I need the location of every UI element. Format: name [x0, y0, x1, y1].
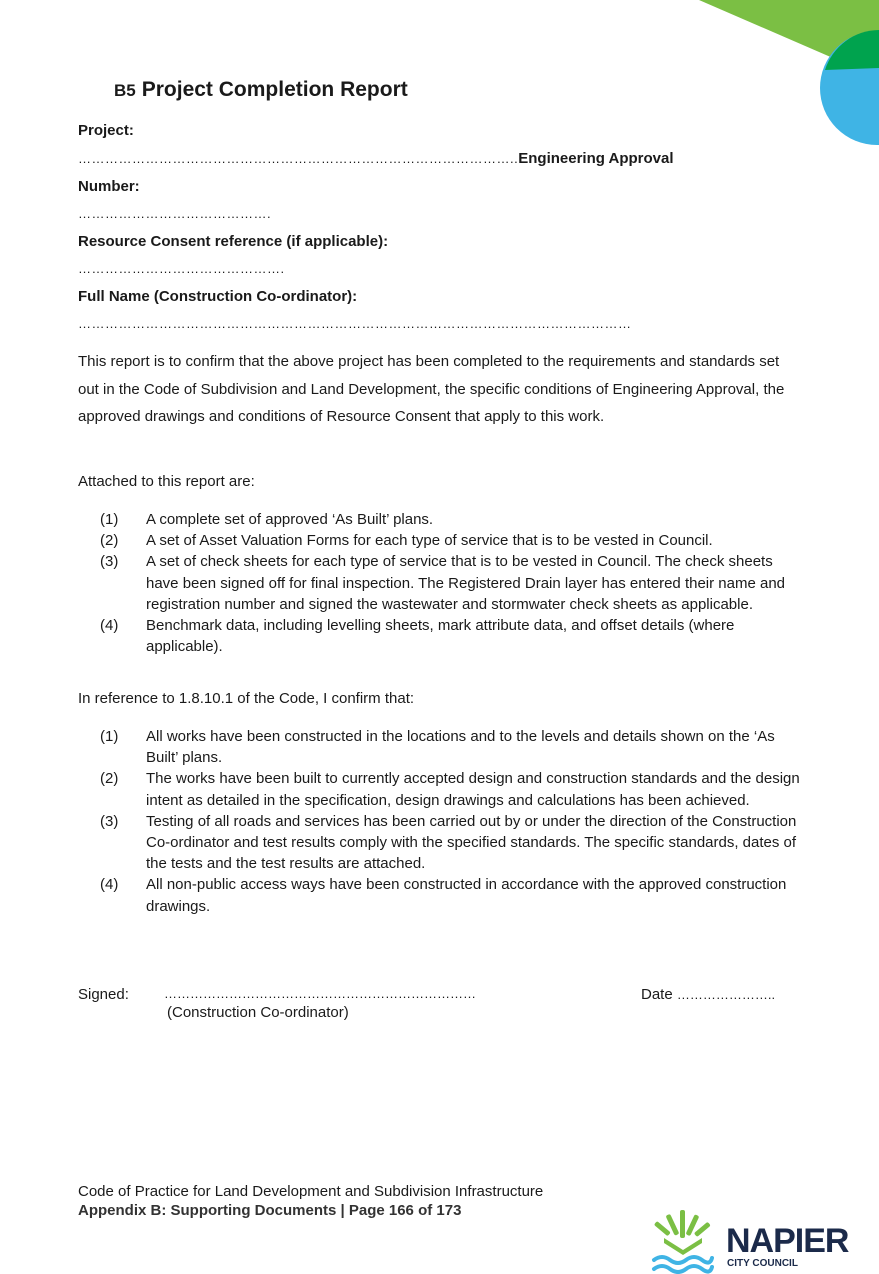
- list-item-number: (1): [100, 728, 119, 745]
- list-item-number: (2): [100, 532, 119, 550]
- confirm-intro: In reference to 1.8.10.1 of the Code, I confirm that:: [78, 690, 415, 707]
- list-item: [78, 874, 808, 916]
- list-item-number: (3): [100, 812, 119, 830]
- list-item: [78, 811, 808, 875]
- logo-name: NAPIER: [726, 1222, 849, 1260]
- page-title: [114, 78, 408, 102]
- list-item: [78, 615, 808, 657]
- list-item-number: (4): [100, 617, 119, 635]
- list-item: [78, 509, 808, 530]
- list-item-text: A set of Asset Valuation Forms for each type of service that is to be vested in Council.: [146, 532, 713, 550]
- list-item-text: A set of check sheets for each type of service that is to be vested in Council. The check sheets have been signed off for final inspection. The Registered Drain layer has entered their name and registration number and signed the wastewater and stormwater check sheets as applicable.: [146, 553, 786, 613]
- list-item-text: Benchmark data, including levelling sheets, mark attribute data, and offset details (where applicable).: [146, 617, 735, 656]
- list-item: [78, 551, 808, 615]
- logo-subtitle: CITY COUNCIL: [727, 1258, 798, 1269]
- list-item: [78, 768, 808, 810]
- resource-consent-label: Resource Consent reference (if applicable):: [78, 233, 389, 250]
- number-field[interactable]: …………………………………….: [78, 206, 272, 221]
- title-code: B5: [114, 81, 136, 100]
- project-dots: ……………………………………………………………………………………..: [78, 151, 519, 166]
- project-field[interactable]: [78, 150, 674, 167]
- corner-decoration: [699, 0, 879, 160]
- date-dots: …………………..: [676, 987, 776, 1002]
- attached-intro: Attached to this report are:: [78, 473, 255, 490]
- footer-title: Code of Practice for Land Development and Subdivision Infrastructure: [78, 1183, 544, 1200]
- list-item-text: All works have been constructed in the locations and to the levels and details shown on the ‘As Built’ plans.: [146, 728, 775, 767]
- list-item: [78, 530, 808, 551]
- list-item-text: A complete set of approved ‘As Built’ plans.: [146, 511, 434, 528]
- date-label: Date: [641, 986, 673, 1003]
- list-item-number: (3): [100, 553, 119, 571]
- title-text: Project Completion Report: [141, 78, 408, 101]
- attached-list: [78, 509, 808, 657]
- napier-emblem-icon: [650, 1208, 716, 1274]
- number-label: Number:: [78, 178, 140, 195]
- list-item: [78, 726, 808, 768]
- napier-logo: [650, 1208, 850, 1274]
- signature-field[interactable]: ………………………………………………………………: [164, 986, 476, 1001]
- list-item-text: The works have been built to currently accepted design and construction standards and the design intent as detailed in the specification, design drawings and calculations has been achieved.: [146, 770, 800, 809]
- date-field[interactable]: [641, 986, 775, 1003]
- list-item-number: (4): [100, 876, 119, 894]
- list-item-text: All non-public access ways have been constructed in accordance with the approved construction drawings.: [146, 876, 787, 915]
- intro-paragraph: This report is to confirm that the above project has been completed to the requirements and standards set out in the Code of Subdivision and Land Development, the specific conditions of Engineering Approval, the approved drawings and conditions of Resource Consent that apply to this work.: [78, 353, 785, 425]
- list-item-number: (2): [100, 770, 119, 788]
- list-item-number: (1): [100, 511, 119, 528]
- engineering-approval-label: Engineering Approval: [518, 150, 674, 167]
- signer-role: (Construction Co-ordinator): [167, 1004, 349, 1021]
- full-name-label: Full Name (Construction Co-ordinator):: [78, 288, 358, 305]
- confirm-list: [78, 726, 808, 917]
- list-item-text: Testing of all roads and services has been carried out by or under the direction of the Construction Co-ordinator and test results comply with the specified standards. The specific standards, dates of the tests and the test results are attached.: [146, 812, 797, 873]
- signed-label: Signed:: [78, 986, 129, 1003]
- resource-consent-field[interactable]: ……………………………………….: [78, 261, 285, 276]
- full-name-field[interactable]: ……………………………………………………………………………………………………………: [78, 316, 632, 331]
- footer-page-info: Appendix B: Supporting Documents | Page 166 of 173: [78, 1202, 462, 1219]
- project-label: Project:: [78, 122, 134, 139]
